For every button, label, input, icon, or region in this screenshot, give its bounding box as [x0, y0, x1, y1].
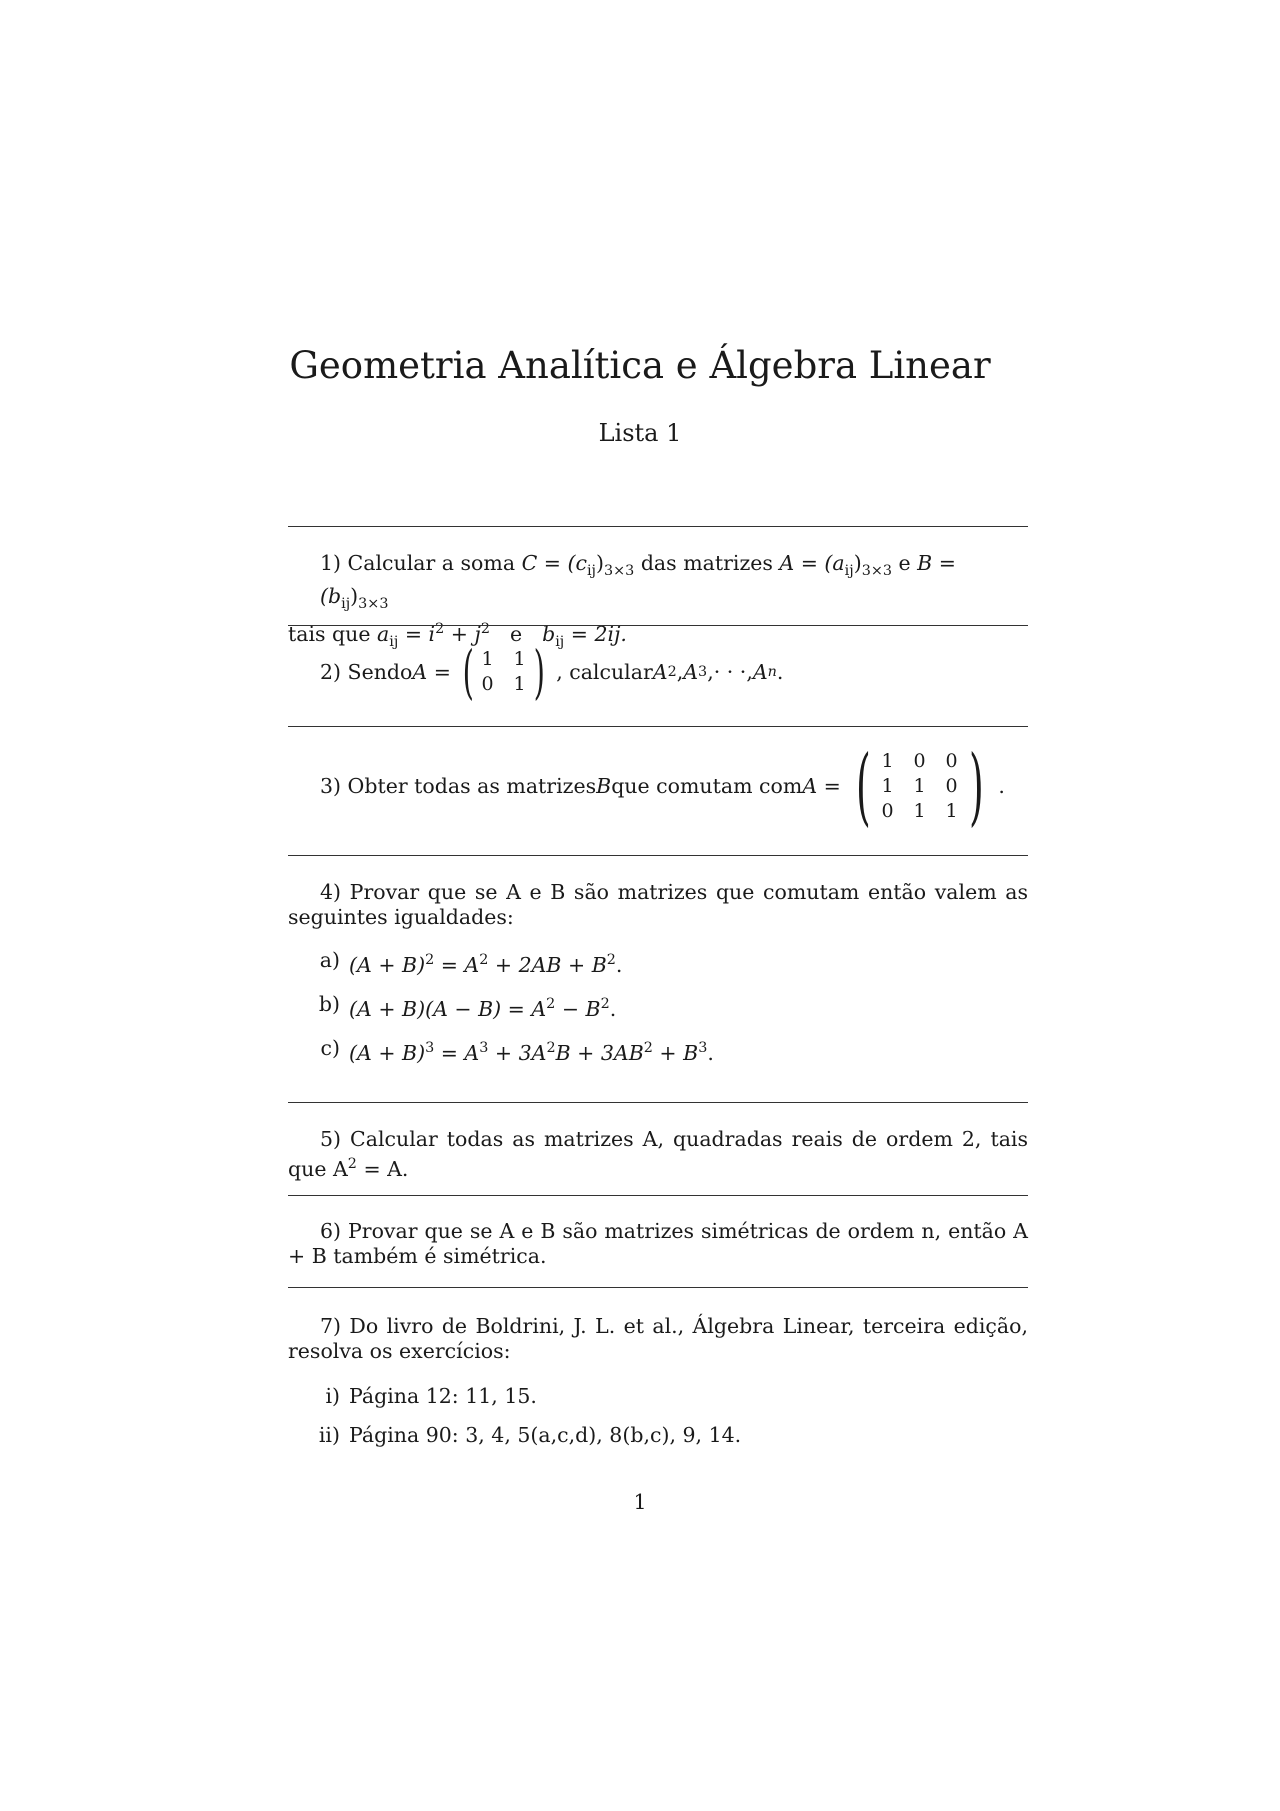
question-1	[288, 551, 1028, 655]
matrix-entry: 1	[513, 673, 526, 695]
matrix-entry: 0	[945, 774, 958, 797]
matrix-entry: 0	[913, 749, 926, 772]
question-7-item-ii: ii) Página 90: 3, 4, 5(a,c,d), 8(b,c), 9, 14.	[318, 1423, 742, 1447]
question-3: 3) Obter todas as matrizes B que comutam com A = ( 1 0 0 1 1 0 0 1 1 ) .	[320, 737, 1005, 835]
question-5: 5) Calcular todas as matrizes A, quadradas reais de ordem 2, tais que $A^2 = A$.	[288, 1127, 1028, 1181]
separator-rule	[288, 625, 1028, 626]
question-2: 2) Sendo A = ( 1 1 0 1 ) , calcular A 2 , A 3 , · · · , A n .	[320, 638, 784, 706]
question-7	[288, 1314, 1028, 1448]
question-7-text: 7) Do livro de Boldrini, J. L. et al., Álgebra Linear, terceira edição, resolva os exercícios:	[288, 1314, 1028, 1363]
question-4-item-b: b) $(A + B)(A - B) = A^2 - B^2$.	[318, 991, 617, 1021]
matrix-entry: 1	[481, 648, 494, 670]
matrix-2x2	[457, 638, 550, 706]
matrix-entry: 1	[945, 799, 958, 822]
document-title: Geometria Analítica e Álgebra Linear	[289, 344, 991, 387]
question-4-item-a: a) $(A + B)^2 = A^2 + 2AB + B^2$.	[319, 948, 623, 977]
document-subtitle: Lista 1	[598, 419, 682, 447]
left-paren: (	[855, 737, 871, 835]
question-4-item-c: c) $(A + B)^3 = A^3 + 3A^2B + 3AB^2 + B^3$.	[320, 1035, 714, 1065]
matrix-entry: 0	[945, 749, 958, 772]
matrix-entry: 1	[913, 799, 926, 822]
right-paren: )	[968, 737, 984, 835]
matrix-entry: 1	[881, 774, 894, 797]
separator-rule	[288, 1287, 1028, 1288]
question-1-line-2: tais que $a_{ij} = i^2 + j^2$ e $b_{ij} = 2ij$.	[288, 621, 627, 650]
matrix-entry: 1	[913, 774, 926, 797]
question-7-item-i: i) Página 12: 11, 15.	[325, 1384, 537, 1408]
page-number: 1	[633, 1490, 647, 1514]
question-1-line-1: 1) Calcular a soma $C = (c_{ij})_{3\times 3}$ das matrizes $A = (a_{ij})_{3\times 3}$ e $B = (b_{ij})_{3\times 3}$	[320, 551, 956, 613]
question-6: 6) Provar que se A e B são matrizes simétricas de ordem n, então A + B também é simétrica.	[288, 1219, 1028, 1268]
matrix-entry: 0	[481, 673, 494, 695]
separator-rule	[288, 726, 1028, 727]
separator-rule	[288, 1102, 1028, 1103]
left-paren: (	[462, 638, 474, 706]
separator-rule	[288, 855, 1028, 856]
matrix-entry: 0	[881, 799, 894, 822]
question-4	[288, 880, 1028, 1066]
matrix-entry: 1	[513, 648, 526, 670]
matrix-entry: 1	[881, 749, 894, 772]
separator-rule	[288, 1195, 1028, 1196]
question-4-text: 4) Provar que se A e B são matrizes que comutam então valem as seguintes igualdades:	[288, 880, 1028, 929]
right-paren: )	[533, 638, 545, 706]
matrix-3x3	[847, 737, 993, 835]
separator-rule	[288, 526, 1028, 527]
